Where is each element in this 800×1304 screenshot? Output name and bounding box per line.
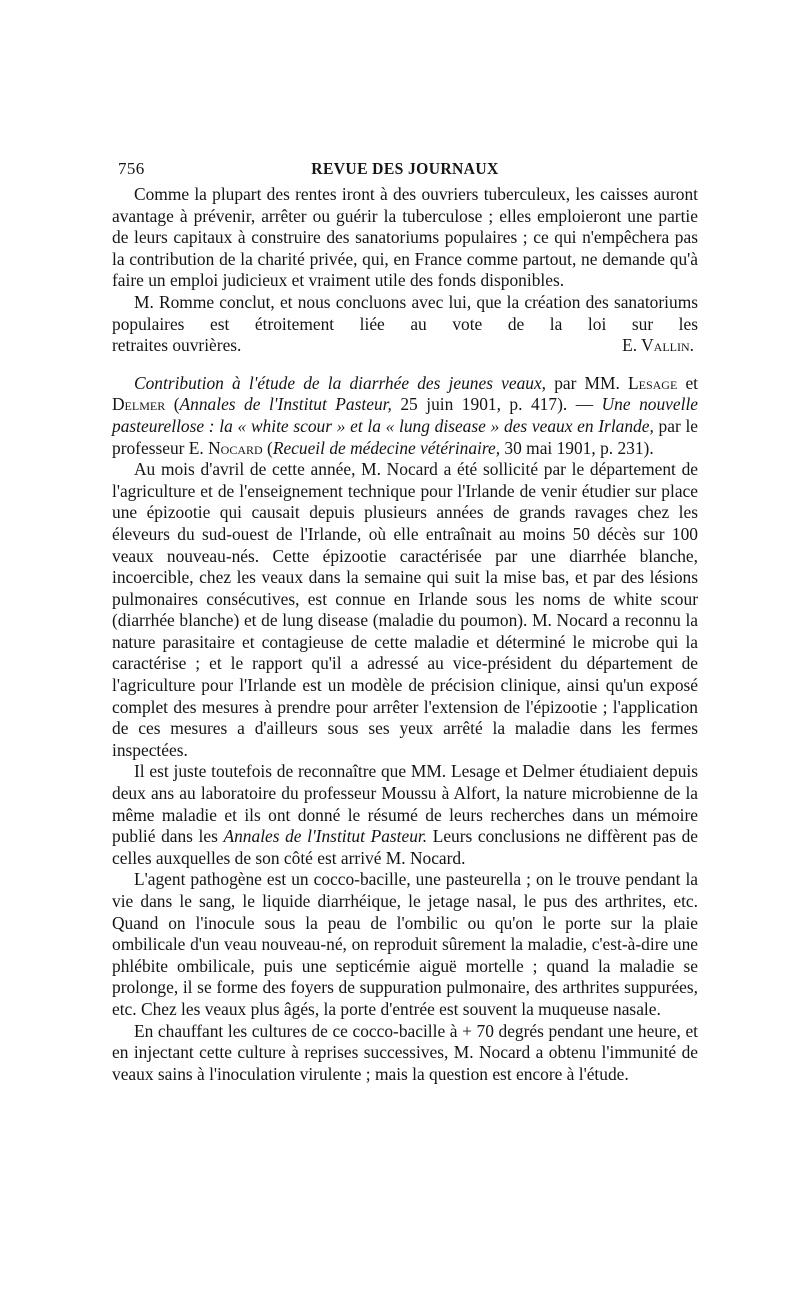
paragraph-text: Leurs conclusions ne diffèrent pas de celles auxquelles de son côté est arrivé M. Nocard. xyxy=(112,826,698,868)
paragraph-last-line: retraites ouvrières. xyxy=(112,335,242,356)
article-title: Contribution à l'étude de la diarrhée des jeunes veaux, xyxy=(134,372,547,393)
paragraph: L'agent pathogène est un cocco-bacille, une pasteurella ; on le trouve pendant la vie dans le sang, le liquide diarrhéique, le jetage nasal, le pus des arthrites, etc. Quand on l'inocule sous la peau de l'ombilic ou qu'on le porte sur la plaie ombilicale d'un veau nouveau-né, on reproduit sûrement la maladie, c'est-à-dire une phlébite ombilicale, puis une septicémie aiguë mortelle ; quand la maladie se prolonge, il se forme des foyers de suppuration pulmonaire, des arthrites suppurées, etc. Chez les veaux plus âgés, la porte d'entrée est souvent la muqueuse nasale. xyxy=(112,869,698,1019)
paragraph xyxy=(112,761,698,869)
author-signature: E. Vallin. xyxy=(622,335,694,356)
section-gap xyxy=(112,357,698,373)
author-name: Nocard xyxy=(208,437,263,458)
citation-text: par MM. xyxy=(546,372,628,393)
page-number: 756 xyxy=(118,159,145,178)
page-header xyxy=(112,158,698,182)
journal-name: Annales de l'Institut Pasteur. xyxy=(223,826,428,847)
article-citation xyxy=(112,373,698,459)
journal-name: Recueil de médecine vétérinaire, xyxy=(272,437,501,458)
paragraph: En chauffant les cultures de ce cocco-bacille à + 70 degrés pendant une heure, et en injectant cette culture à reprises successives, M. Nocard a obtenu l'immunité de veaux sains à l'inoculation virulente ; mais la question est encore à l'étude. xyxy=(112,1020,698,1084)
article-title: Une nouvelle pasteurellose : la « white scour » et la « lung disease » des veaux en Irlande, xyxy=(112,394,698,436)
page-body xyxy=(112,184,698,1085)
author-name: Lesage xyxy=(628,372,678,393)
journal-page xyxy=(112,0,698,1304)
citation-text: ( xyxy=(262,437,273,458)
paragraph: Comme la plupart des rentes iront à des ouvriers tuberculeux, les caisses auront avantage à prévenir, arrêter ou guérir la tuberculose ; elles emploieront une partie de leurs capitaux à construire des sanatoriums populaires ; ce qui n'empêchera pas la contribution de la charité privée, qui, en France comme partout, ne demande qu'à faire un emploi judicieux et vraiment utile des fonds disponibles. xyxy=(112,184,698,291)
author-name: Delmer xyxy=(112,394,166,415)
running-title: REVUE DES JOURNAUX xyxy=(311,159,499,178)
citation-text: 30 mai 1901, p. 231). xyxy=(500,437,654,458)
citation-text: par le professeur E. xyxy=(112,415,698,458)
paragraph-text: Il est juste toutefois de reconnaître que MM. Lesage et Delmer étudiaient depuis deux ans au laboratoire du professeur Moussu à Alfort, la nature microbienne de la même maladie et ils ont donné le résumé de leurs recherches dans un mémoire publié dans les xyxy=(112,761,698,847)
journal-name: Annales de l'Institut Pasteur, xyxy=(179,394,392,415)
signature-line xyxy=(112,335,698,357)
paragraph: Au mois d'avril de cette année, M. Nocard a été sollicité par le département de l'agriculture et de l'enseignement technique pour l'Irlande de venir étudier sur place une épizootie qui causait depuis plusieurs années de grands ravages chez les éleveurs du sud-ouest de l'Irlande, où elle entraînait au moins 50 décès sur 100 veaux nouveau-nés. Cette épizootie caractérisée par une diarrhée blanche, incoercible, chez les veaux dans la semaine qui suit la mise bas, et par des lésions pulmonaires consécutives, est connue en Irlande sous les noms de white scour (diarrhée blanche) et de lung disease (maladie du poumon). M. Nocard a reconnu la nature parasitaire et contagieuse de cette maladie et déterminé le microbe qui la caractérise ; et le rapport qu'il a adressé au vice-président du département de l'agriculture pour l'Irlande est un modèle de précision clinique, ainsi qu'un exposé complet des mesures à prendre pour arrêter l'extension de l'épizootie ; l'application de ces mesures a d'ailleurs sous ses yeux arrêté la maladie dans les fermes inspectées. xyxy=(112,459,698,760)
citation-text: ( xyxy=(165,394,180,415)
citation-text: 25 juin 1901, p. 417). — xyxy=(391,394,602,415)
paragraph: M. Romme conclut, et nous concluons avec lui, que la création des sanatoriums populaires est étroitement liée au vote de la loi sur les xyxy=(112,291,698,334)
citation-text: et xyxy=(677,372,699,393)
